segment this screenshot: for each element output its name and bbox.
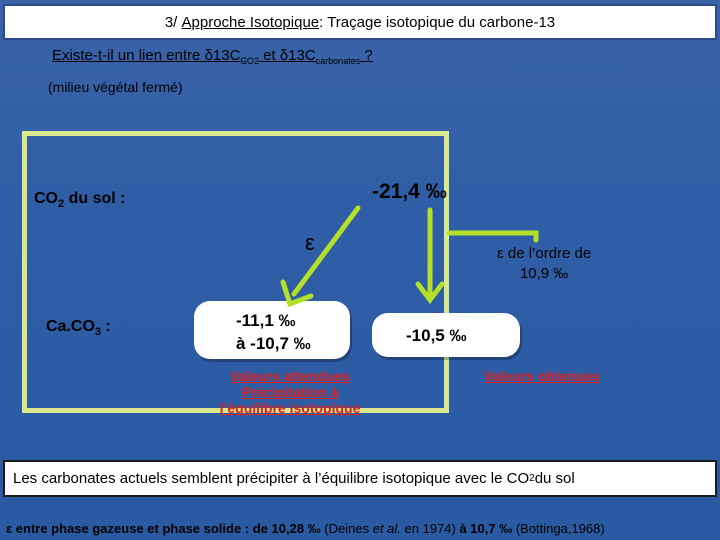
conclusion-suffix: du sol [534, 470, 575, 487]
observed-value: -10,5 ‰ [406, 326, 467, 345]
expected-arrow [283, 208, 358, 304]
co2-label: $CO_2$ du sol : [34, 190, 126, 211]
question-part3: ? [360, 47, 373, 64]
question-part1: Existe-t-il un lien entre δ13C [52, 47, 241, 64]
epsilon-note-arrow [449, 233, 536, 240]
footnote: ε entre phase gazeuse et phase solide : de 10,28 ‰ (Deines et al. en 1974) à 10,7 ‰ (Bottinga,1968) [6, 521, 605, 536]
title-prefix: 3/ [164, 13, 178, 31]
caco3-label: $Ca.CO_3$ : [46, 318, 111, 339]
expected-value-2: à -10,7 ‰ [236, 334, 311, 353]
expected-value-1: -11,1 ‰ [236, 311, 296, 330]
subtitle: (milieu végétal fermé) [48, 79, 183, 95]
question-part2: et δ13C [258, 47, 316, 64]
conclusion-text: Les carbonates actuels semblent précipiter à l’équilibre isotopique avec le CO [13, 470, 530, 487]
observed-caption: Valeurs obtenues [484, 368, 600, 384]
epsilon-note: ε de l’ordre de 10,9 ‰ [497, 245, 592, 282]
title-underlined: Approche Isotopique [181, 13, 320, 31]
question-sub2: carbonates [315, 56, 361, 66]
conclusion-sub: 2 [529, 473, 535, 484]
observed-arrow [418, 210, 442, 300]
epsilon-symbol: ε [305, 230, 315, 255]
question-sub1: CO2 [240, 56, 259, 66]
conclusion-box [3, 460, 717, 497]
expected-caption: Valeurs attendues Précipitation à l’équilibre isotopique [219, 368, 361, 416]
co2-value: -21,4 ‰ [372, 180, 447, 203]
title-suffix: : Traçage isotopique du carbone-13 [319, 13, 556, 31]
